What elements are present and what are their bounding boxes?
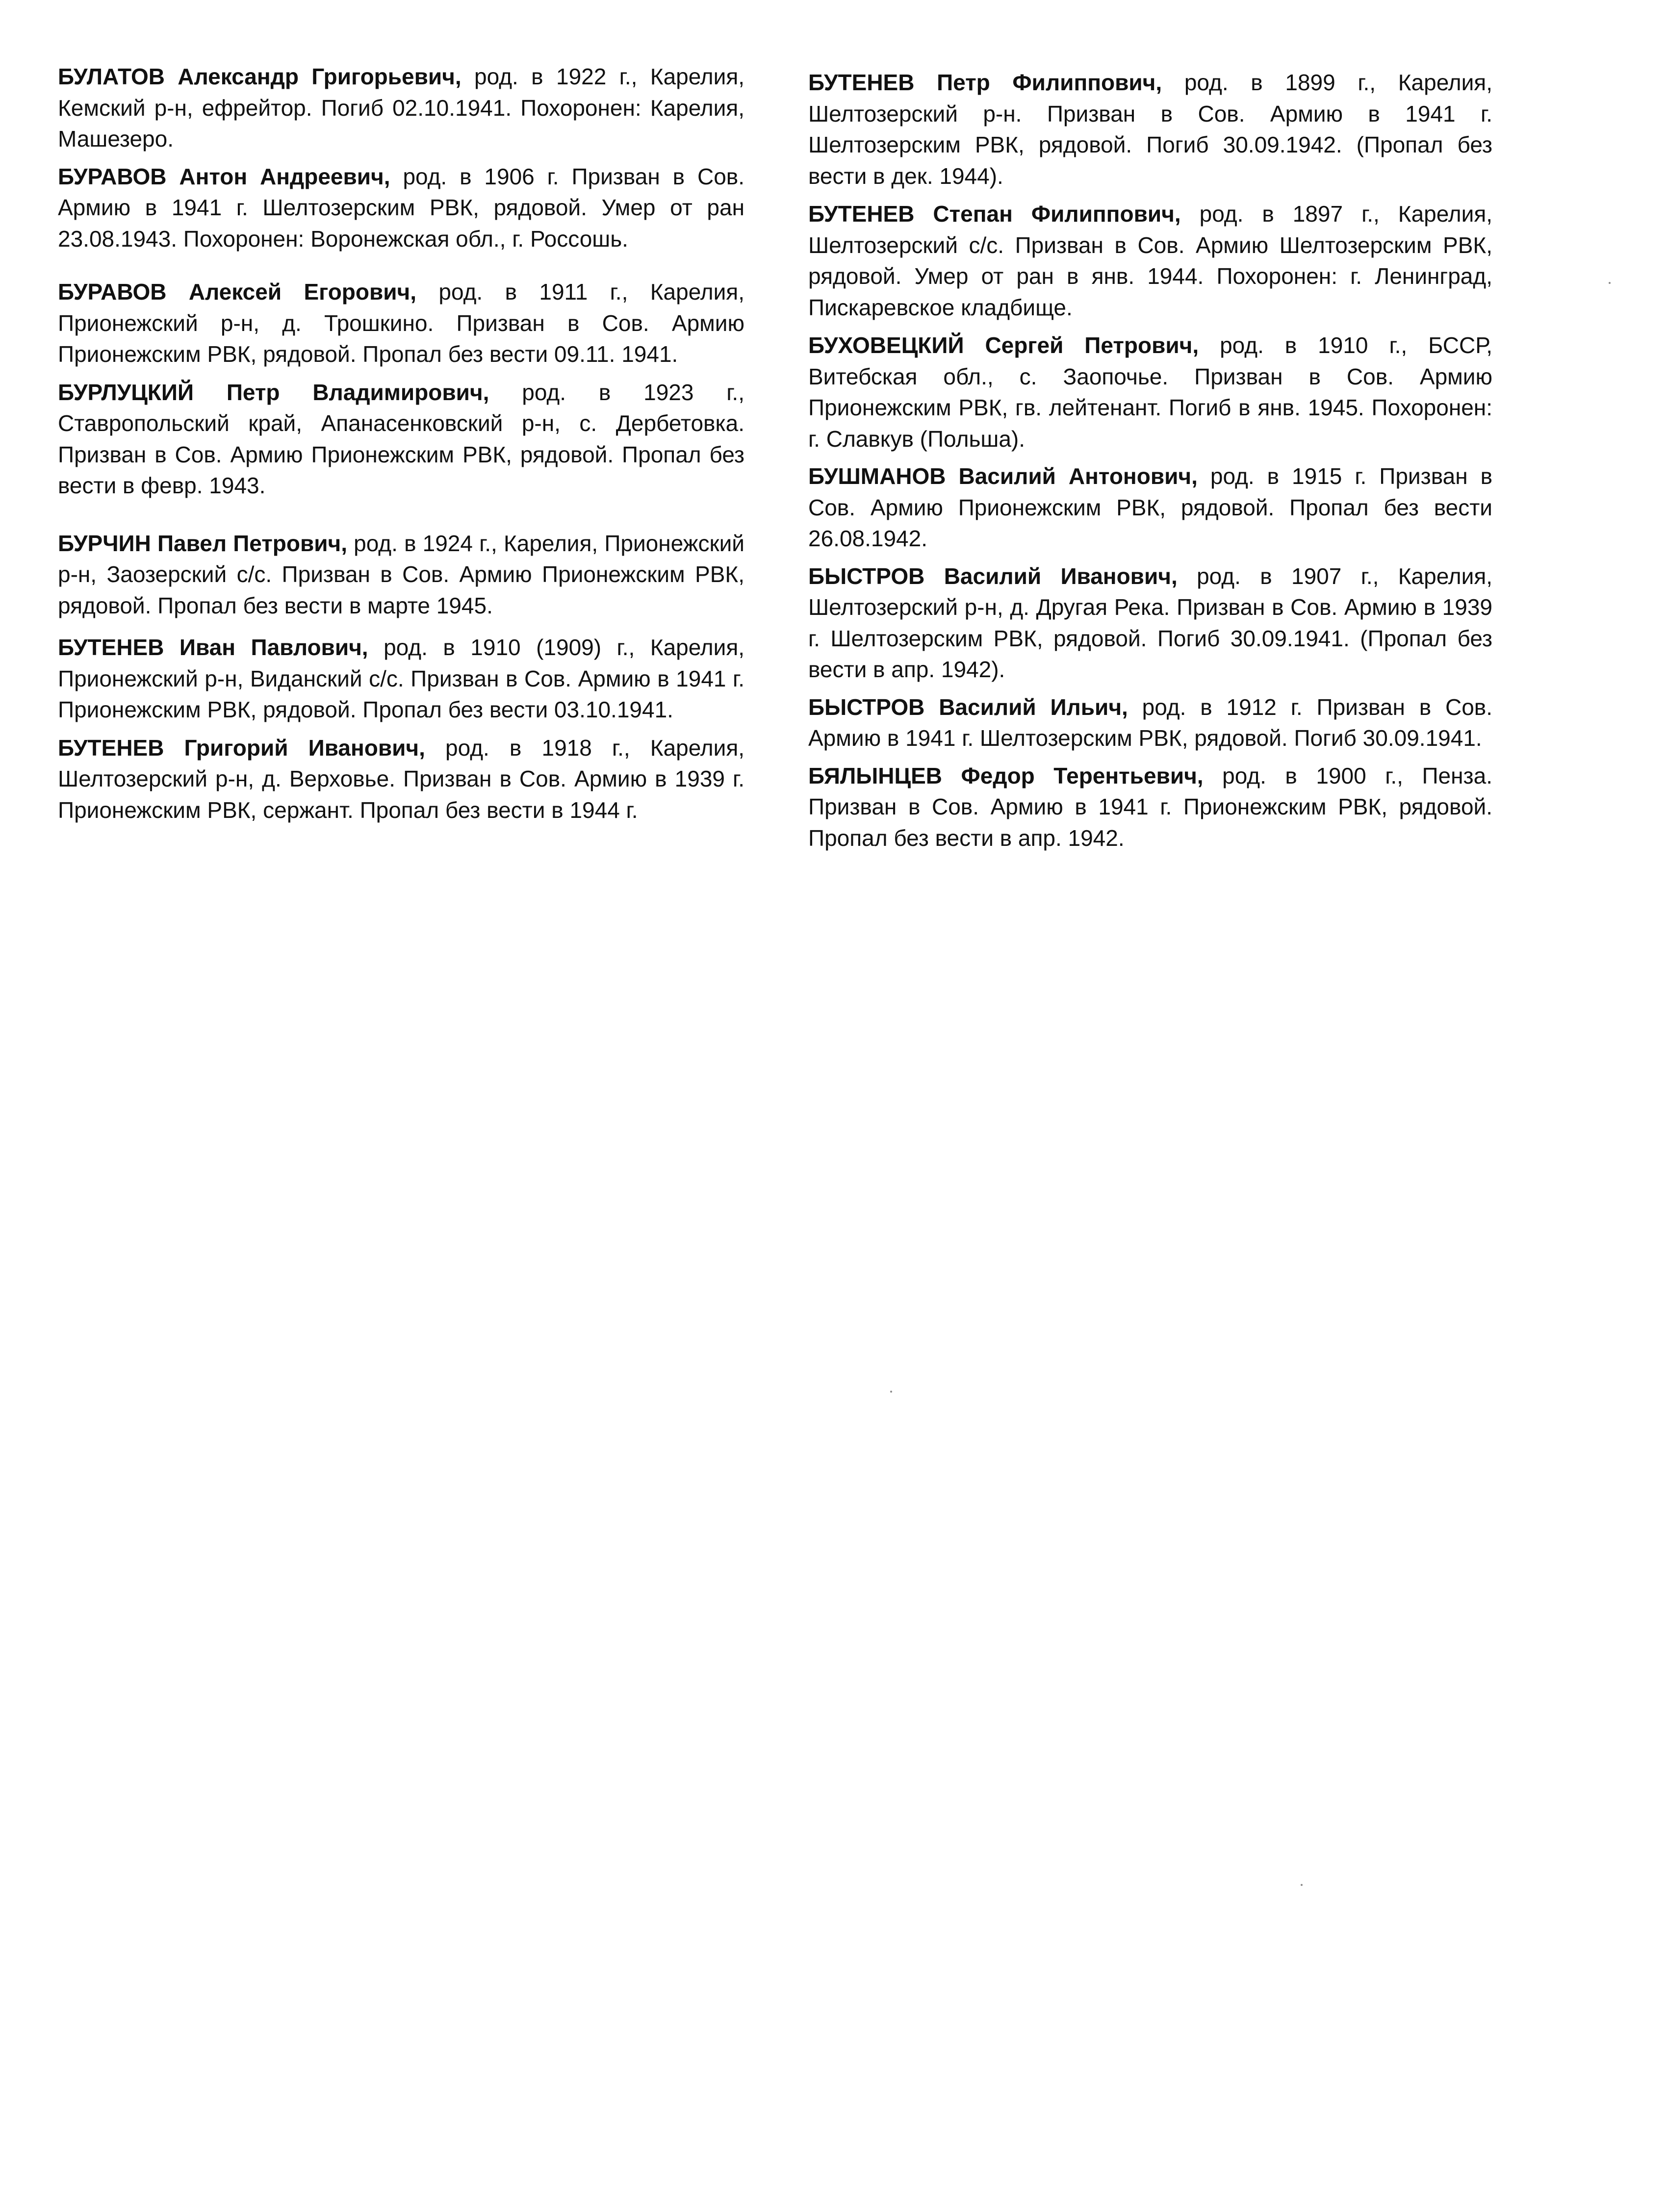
record-name: БУРЧИН Павел Петрович, — [58, 530, 348, 556]
record-text: род. в 1918 г., Карелия, Шелтозерский р-н, д. Верховье. Призван в Сов. Армию в 1939 г. Прионежским РВК, сержант. Пропал без вести в 1944 г. — [58, 735, 745, 823]
record-name: БУРЛУЦКИЙ Петр Владимирович, — [58, 379, 489, 405]
record-text: род. в 1900 г., Пенза. Призван в Сов. Армию в 1941 г. Прионежским РВК, рядовой. Пропал без вести в апр. 1942. — [808, 763, 1492, 851]
right-column — [808, 67, 1492, 854]
scan-speck — [1301, 1884, 1303, 1886]
record-name: БУШМАНОВ Василий Антонович, — [808, 463, 1198, 489]
record-entry — [58, 528, 744, 622]
record-name: БУТЕНЕВ Иван Павлович, — [58, 635, 368, 660]
record-entry — [58, 632, 744, 726]
record-name: БУРАВОВ Антон Андреевич, — [58, 163, 390, 189]
record-entry — [58, 161, 744, 255]
record-entry — [808, 692, 1492, 754]
record-name: БЫСТРОВ Василий Ильич, — [808, 694, 1128, 720]
record-name: БУТЕНЕВ Степан Филиппович, — [808, 201, 1181, 227]
record-entry — [58, 277, 744, 370]
record-text: род. в 1915 г. Призван в Сов. Армию Прионежским РВК, рядовой. Пропал без вести 26.08.1942. — [808, 463, 1493, 551]
record-entry — [808, 330, 1492, 455]
record-text: род. в 1910 г., БССР, Витебская обл., с. Заопочье. Призван в Сов. Армию Прионежским РВК, гв. лейтенант. Погиб в янв. 1945. Похоронен: г. Славкув (Польша). — [808, 332, 1492, 452]
record-text: род. в 1899 г., Карелия, Шелтозерский р-н. Призван в Сов. Армию в 1941 г. Шелтозерским РВК, рядовой. Погиб 30.09.1942. (Пропал без вести в дек. 1944). — [808, 70, 1492, 189]
record-text: род. в 1912 г. Призван в Сов. Армию в 1941 г. Шелтозерским РВК, рядовой. Погиб 30.09.1941. — [808, 694, 1492, 751]
record-entry — [808, 761, 1492, 854]
record-entry — [58, 733, 744, 826]
record-text: род. в 1911 г., Карелия, Прионежский р-н, д. Трошкино. Призван в Сов. Армию Прионежским РВК, рядовой. Пропал без вести 09.11. 1941. — [58, 279, 744, 367]
record-entry — [808, 461, 1492, 555]
record-text: род. в 1906 г. Призван в Сов. Армию в 1941 г. Шелтозерским РВК, рядовой. Умер от ран 23.08.1943. Похоронен: Воронежская обл., г. Россошь. — [58, 163, 744, 252]
record-text: род. в 1897 г., Карелия, Шелтозерский с/с. Призван в Сов. Армию Шелтозерским РВК, рядовой. Умер от ран в янв. 1944. Похоронен: г. Ленинград, Пискаревское кладбище. — [808, 201, 1493, 320]
record-text: род. в 1910 (1909) г., Карелия, Прионежский р-н, Виданский с/с. Призван в Сов. Армию в 1941 г. Прионежским РВК, рядовой. Пропал без вести 03.10.1941. — [58, 635, 745, 722]
record-name: БУЛАТОВ Александр Григорьевич, — [58, 64, 462, 89]
left-column — [58, 61, 744, 826]
record-entry — [808, 67, 1492, 192]
record-entry — [58, 377, 744, 502]
record-text: род. в 1924 г., Карелия, Прионежский р-н, Заозерский с/с. Призван в Сов. Армию Прионежским РВК, рядовой. Пропал без вести в марте 1945. — [58, 530, 744, 618]
record-text: род. в 1907 г., Карелия, Шелтозерский р-н, д. Другая Река. Призван в Сов. Армию в 1939 г. Шелтозерским РВК, рядовой. Погиб 30.09.1941. (Пропал без вести в апр. 1942). — [808, 563, 1493, 682]
record-entry — [808, 561, 1492, 686]
record-name: БУТЕНЕВ Петр Филиппович, — [808, 70, 1162, 95]
scan-speck — [890, 1391, 892, 1393]
record-text: род. в 1923 г., Ставропольский край, Апанасенковский р-н, с. Дербетовка. Призван в Сов. Армию Прионежским РВК, рядовой. Пропал без вести в февр. 1943. — [58, 379, 744, 498]
scan-speck — [1609, 282, 1611, 284]
record-entry — [58, 61, 744, 155]
record-name: БЯЛЫНЦЕВ Федор Терентьевич, — [808, 763, 1204, 788]
record-name: БУРАВОВ Алексей Егорович, — [58, 279, 417, 305]
record-name: БУХОВЕЦКИЙ Сергей Петрович, — [808, 332, 1199, 358]
record-name: БУТЕНЕВ Григорий Иванович, — [58, 735, 425, 761]
record-entry — [808, 199, 1492, 323]
record-name: БЫСТРОВ Василий Иванович, — [808, 563, 1178, 589]
record-text: род. в 1922 г., Карелия, Кемский р-н, ефрейтор. Погиб 02.10.1941. Похоронен: Карелия, Машезеро. — [58, 64, 745, 152]
